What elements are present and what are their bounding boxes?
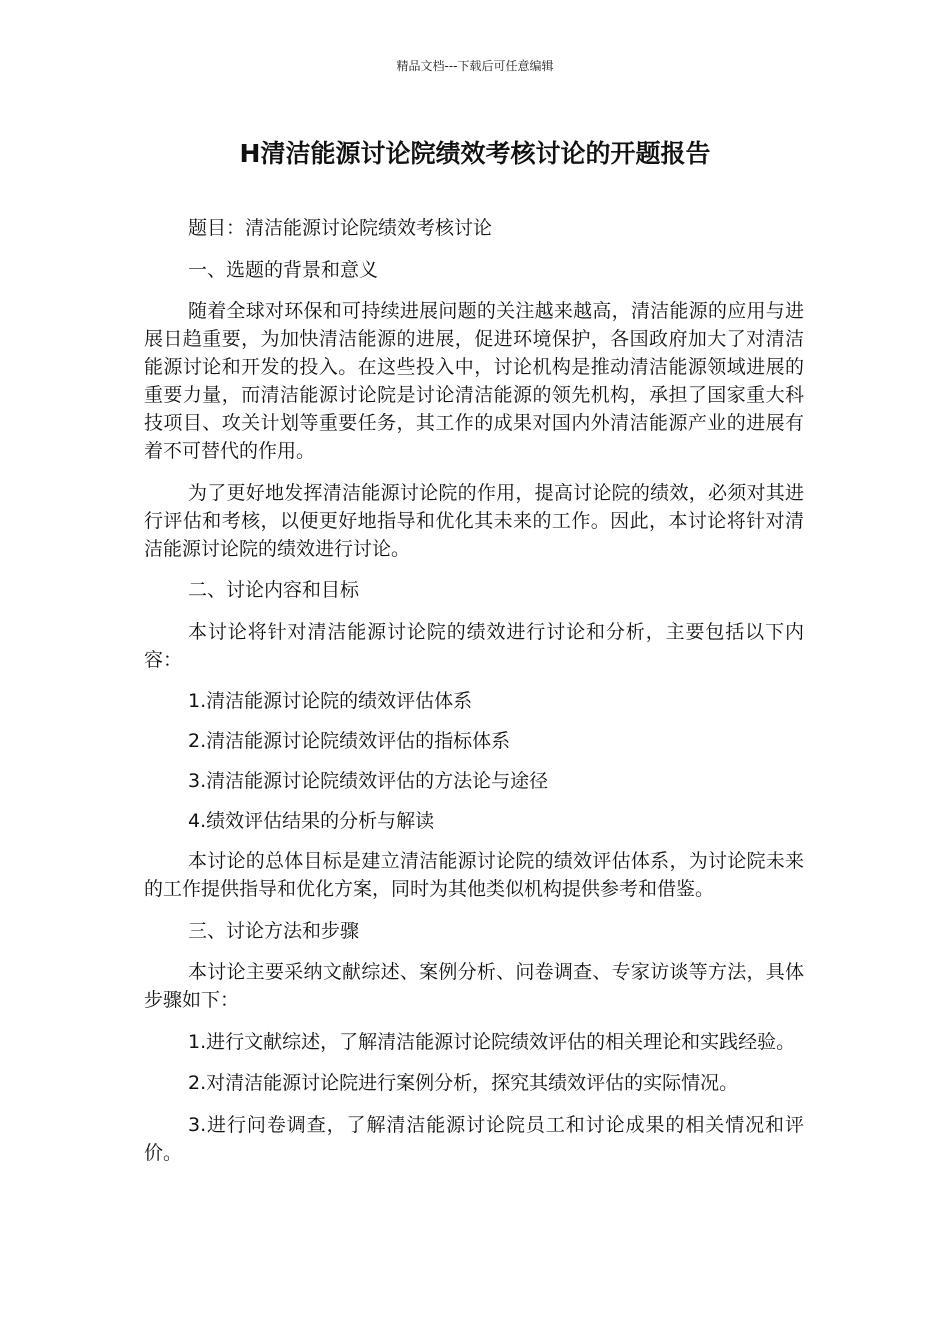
list-item: 2.清洁能源讨论院绩效评估的指标体系 [188, 730, 511, 752]
document-body [144, 214, 804, 1180]
list-item: 4.绩效评估结果的分析与解读 [188, 810, 435, 832]
content-intro-paragraph: 本讨论将针对清洁能源讨论院的绩效进行讨论和分析，主要包括以下内容： [144, 620, 804, 671]
background-paragraph: 随着全球对环保和可持续进展问题的关注越来越高，清洁能源的应用与进展日趋重要，为加快清洁能源的进展，促进环境保护，各国政府加大了对清洁能源讨论和开发的投入。在这些投入中，讨论机构是推动清洁能源领域进展的重要力量，而清洁能源讨论院是讨论清洁能源的领先机构，承担了国家重大科技项目、攻关计划等重要任务，其工作的成果对国内外清洁能源产业的进展有着不可替代的作用。 [144, 300, 804, 462]
significance-paragraph: 为了更好地发挥清洁能源讨论院的作用，提高讨论院的绩效，必须对其进行评估和考核，以便更好地指导和优化其未来的工作。因此，本讨论将针对清洁能源讨论院的绩效进行讨论。 [144, 481, 804, 560]
section-heading: 二、讨论内容和目标 [188, 579, 360, 601]
document-title: H清洁能源讨论院绩效考核讨论的开题报告 [239, 139, 711, 168]
list-item: 1.进行文献综述，了解清洁能源讨论院绩效评估的相关理论和实践经验。 [188, 1030, 796, 1053]
list-item: 1.清洁能源讨论院的绩效评估体系 [188, 690, 473, 712]
list-item: 3.清洁能源讨论院绩效评估的方法论与途径 [188, 770, 549, 792]
list-item: 2.对清洁能源讨论院进行案例分析，探究其绩效评估的实际情况。 [188, 1072, 739, 1094]
header-note: 精品文档---下载后可任意编辑 [396, 59, 554, 73]
method-intro-paragraph: 本讨论主要采纳文献综述、案例分析、问卷调查、专家访谈等方法，具体步骤如下： [144, 961, 804, 1011]
section-heading: 一、选题的背景和意义 [188, 258, 379, 281]
topic-line: 题目：清洁能源讨论院绩效考核讨论 [188, 217, 493, 239]
section-heading: 三、讨论方法和步骤 [188, 919, 360, 942]
goal-paragraph: 本讨论的总体目标是建立清洁能源讨论院的绩效评估体系，为讨论院未来的工作提供指导和优化方案，同时为其他类似机构提供参考和借鉴。 [144, 850, 804, 900]
list-item: 3.进行问卷调查，了解清洁能源讨论院员工和讨论成果的相关情况和评价。 [144, 1113, 804, 1164]
